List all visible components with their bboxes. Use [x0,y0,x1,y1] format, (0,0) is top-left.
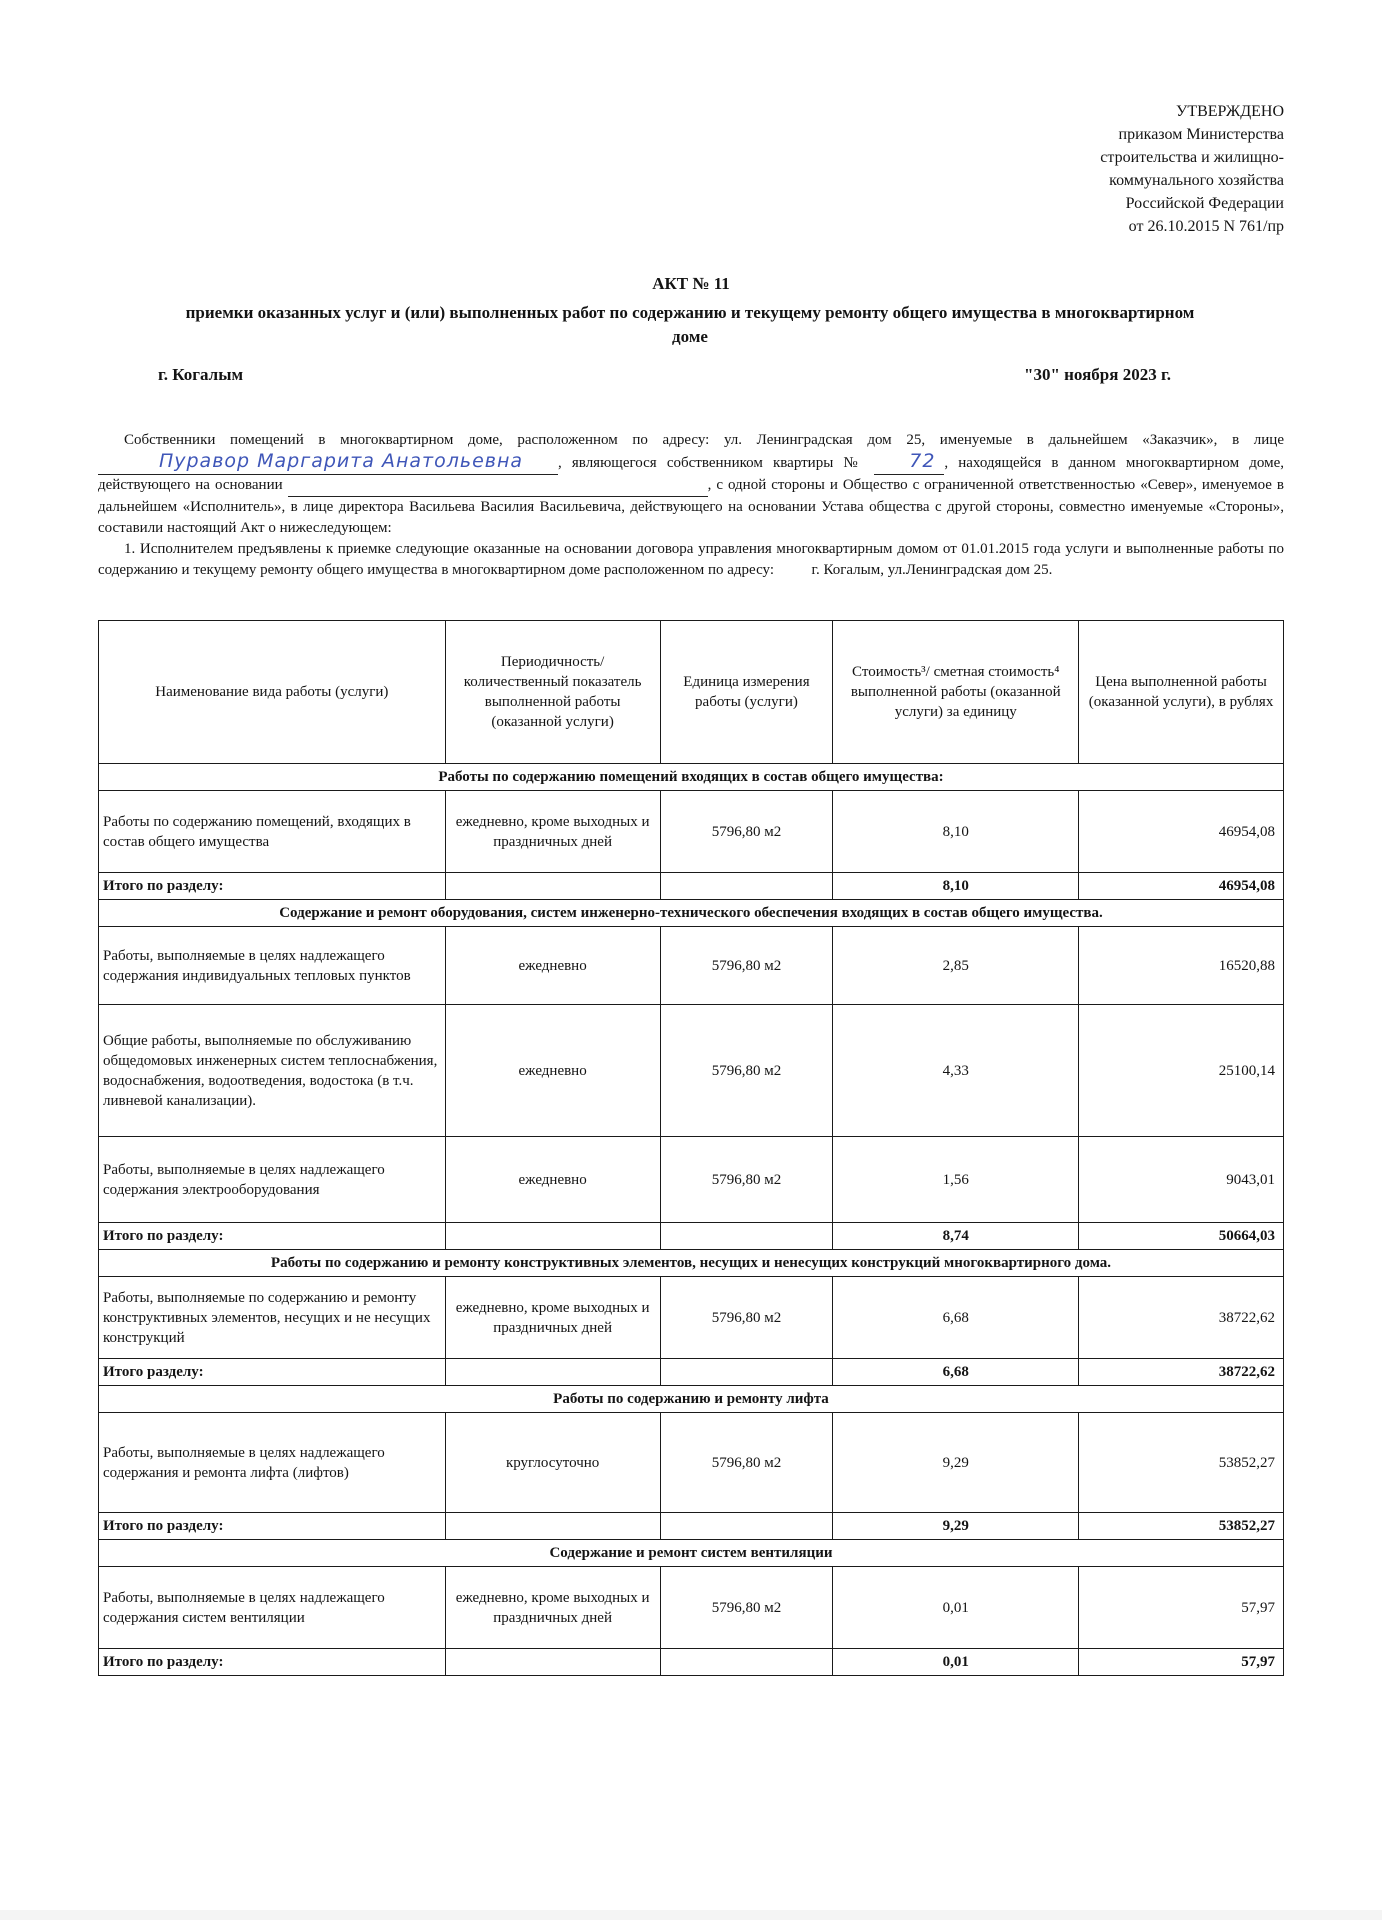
scan-edge [0,1910,1382,1920]
section-title-row [99,1250,1284,1277]
cell-unit: 5796,80 м2 [660,1277,833,1359]
section-title: Содержание и ремонт систем вентиляции [99,1540,1284,1567]
cell-unit: 5796,80 м2 [660,791,833,873]
section-total-row [99,1223,1284,1250]
cell-unit: 5796,80 м2 [660,1567,833,1649]
cell-unit: 5796,80 м2 [660,1137,833,1223]
section-total-row [99,1649,1284,1676]
section-title: Содержание и ремонт оборудования, систем инженерно-технического обеспечения входящих в состав общего имущества. [99,900,1284,927]
intro-part1: Собственники помещений в многоквартирном доме, расположенном по адресу: ул. Ленинградская дом 25, именуемые в дальнейшем «Заказчик», в лице [124,432,1284,448]
approval-line: строительства и жилищно- [1100,149,1284,166]
intro-part3: , находящейся в данном многоквартирном доме, действующего на основании [98,455,1284,493]
cell-cost: 9,29 [833,1413,1079,1513]
cell-price: 46954,08 [1079,791,1284,873]
cell-period: ежедневно, кроме выходных и праздничных дней [445,1277,660,1359]
table-row [99,1277,1284,1359]
cell-period: ежедневно, кроме выходных и праздничных дней [445,791,660,873]
act-date: "30" ноября 2023 г. [1024,365,1171,384]
section-total-row [99,1359,1284,1386]
total-empty [660,1649,833,1676]
cell-period: ежедневно, кроме выходных и праздничных дней [445,1567,660,1649]
section-title: Работы по содержанию и ремонту лифта [99,1386,1284,1413]
total-empty [660,1359,833,1386]
table-row [99,1567,1284,1649]
cell-period: круглосуточно [445,1413,660,1513]
total-label: Итого по разделу: [99,1513,446,1540]
total-empty [660,1513,833,1540]
works-table [98,620,1284,1676]
act-city: г. Когалым [158,365,244,384]
total-price: 53852,27 [1079,1513,1284,1540]
section-total-row [99,873,1284,900]
total-cost: 8,10 [833,873,1079,900]
approval-line: коммунального хозяйства [1109,172,1284,189]
total-label: Итого по разделу: [99,1223,446,1250]
total-price: 57,97 [1079,1649,1284,1676]
header-cost: Стоимость³/ сметная стоимость⁴ выполненной работы (оказанной услуги) за единицу [833,621,1079,764]
approval-line: от 26.10.2015 N 761/пр [1128,218,1284,235]
section-title-row [99,900,1284,927]
table-row [99,791,1284,873]
table-row [99,1413,1284,1513]
cell-cost: 4,33 [833,1005,1079,1137]
intro-part4: , с одной стороны и Обществo с ограниченной ответственностью «Север», именуемое в дальнейшем «Исполнитель», в лице директора Васильева Василия Васильевича, действующего на основании Устава общества с другой стороны, совместно именуемые «Стороны», составили настоящий Акт о нижеследующем: [98,477,1284,536]
section-total-row [99,1513,1284,1540]
cell-unit: 5796,80 м2 [660,927,833,1005]
cell-unit: 5796,80 м2 [660,1413,833,1513]
section-title-row [99,1540,1284,1567]
cell-name: Общие работы, выполняемые по обслуживанию общедомовых инженерных систем теплоснабжения, водоснабжения, водоотведения, водостока (в т.ч. ливневой канализации). [99,1005,446,1137]
cell-name: Работы по содержанию помещений, входящих в состав общего имущества [99,791,446,873]
total-price: 50664,03 [1079,1223,1284,1250]
basis-field [288,475,708,497]
section-title-row [99,764,1284,791]
total-empty [445,1223,660,1250]
total-cost: 0,01 [833,1649,1079,1676]
apartment-handwritten: 72 [909,450,936,472]
cell-name: Работы, выполняемые в целях надлежащего содержания индивидуальных тепловых пунктов [99,927,446,1005]
total-empty [660,873,833,900]
total-cost: 6,68 [833,1359,1079,1386]
cell-unit: 5796,80 м2 [660,1005,833,1137]
cell-price: 16520,88 [1079,927,1284,1005]
total-cost: 8,74 [833,1223,1079,1250]
section-title: Работы по содержанию и ремонту конструктивных элементов, несущих и ненесущих конструкций многоквартирного дома. [99,1250,1284,1277]
header-unit: Единица измерения работы (услуги) [660,621,833,764]
total-price: 46954,08 [1079,873,1284,900]
approval-line: Российской Федерации [1125,195,1284,212]
cell-price: 9043,01 [1079,1137,1284,1223]
cell-period: ежедневно [445,1137,660,1223]
cell-cost: 1,56 [833,1137,1079,1223]
total-empty [445,1513,660,1540]
section-title: Работы по содержанию помещений входящих в состав общего имущества: [99,764,1284,791]
table-row [99,1005,1284,1137]
total-empty [445,873,660,900]
cell-cost: 0,01 [833,1567,1079,1649]
apartment-field [874,451,944,475]
representative-handwritten: Пуравор Маргарита Анатольевна [158,450,524,472]
total-empty [660,1223,833,1250]
table-row [99,927,1284,1005]
total-empty [445,1359,660,1386]
approval-line: приказом Министерства [1118,126,1284,143]
cell-name: Работы, выполняемые в целях надлежащего содержания электрооборудования [99,1137,446,1223]
header-price: Цена выполненной работы (оказанной услуги), в рублях [1079,621,1284,764]
cell-price: 38722,62 [1079,1277,1284,1359]
intro-text [98,430,1284,581]
cell-name: Работы, выполняемые в целях надлежащего содержания и ремонта лифта (лифтов) [99,1413,446,1513]
total-price: 38722,62 [1079,1359,1284,1386]
total-label: Итого по разделу: [99,1649,446,1676]
total-cost: 9,29 [833,1513,1079,1540]
table-row [99,1137,1284,1223]
approval-line: УТВЕРЖДЕНО [1175,103,1284,120]
cell-cost: 6,68 [833,1277,1079,1359]
cell-name: Работы, выполняемые в целях надлежащего содержания систем вентиляции [99,1567,446,1649]
approval-block [1004,100,1284,238]
cell-name: Работы, выполняемые по содержанию и ремонту конструктивных элементов, несущих и не несущих конструкций [99,1277,446,1359]
cell-period: ежедневно [445,927,660,1005]
cell-cost: 2,85 [833,927,1079,1005]
table-header-row [99,621,1284,764]
cell-period: ежедневно [445,1005,660,1137]
cell-price: 25100,14 [1079,1005,1284,1137]
intro-paragraph-2: 1. Исполнителем предъявлены к приемке следующие оказанные на основании договора управления многоквартирным домом от 01.01.2015 года услуги и выполненные работы по содержанию и текущему ремонту общего имущества в многоквартирном доме расположенном по адресу: г. Когалым, ул.Ленинградская дом 25. [98,541,1284,578]
header-period: Периодичность/ количественный показатель выполненной работы (оказанной услуги) [445,621,660,764]
total-empty [445,1649,660,1676]
cell-cost: 8,10 [833,791,1079,873]
act-title: АКТ № 11 [652,274,730,293]
header-name: Наименование вида работы (услуги) [99,621,446,764]
representative-field [98,451,558,475]
act-subtitle: приемки оказанных услуг и (или) выполненных работ по содержанию и текущему ремонту общего имущества в многоквартирном доме [185,303,1195,346]
intro-part2: , являющегося собственником квартиры № [558,455,865,471]
total-label: Итого разделу: [99,1359,446,1386]
cell-price: 57,97 [1079,1567,1284,1649]
section-title-row [99,1386,1284,1413]
total-label: Итого по разделу: [99,873,446,900]
cell-price: 53852,27 [1079,1413,1284,1513]
